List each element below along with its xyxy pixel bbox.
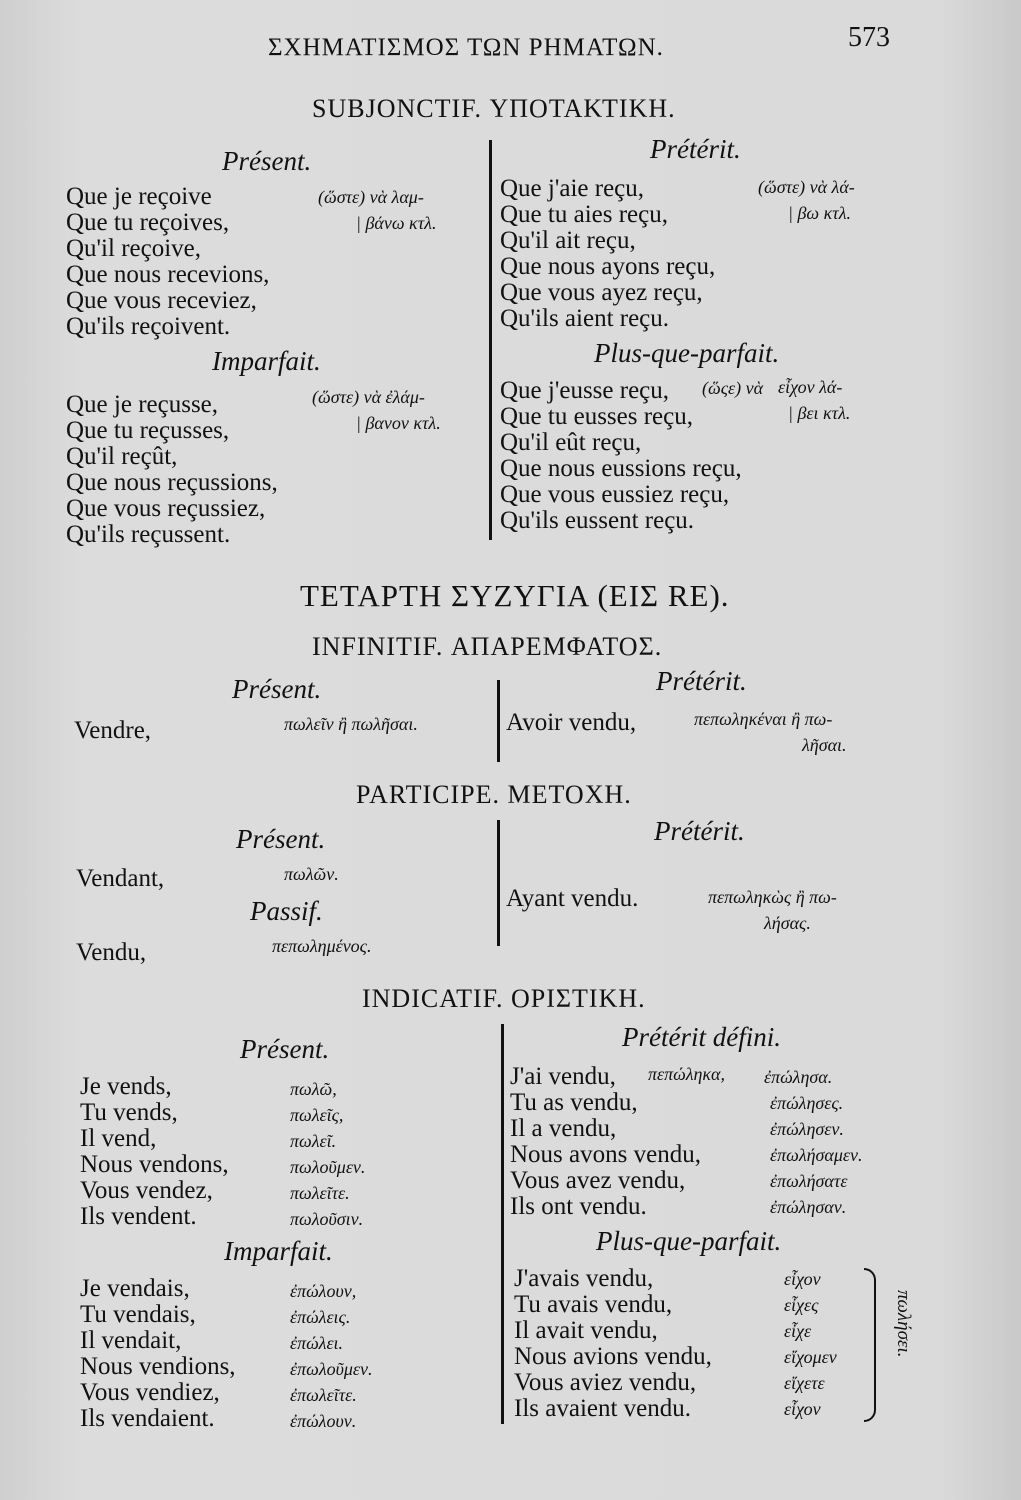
subj-plusqueparfait-lines — [500, 378, 742, 534]
verb-line: Que nous ayons reçu, — [500, 253, 716, 280]
verb-line: Que tu aies reçu, — [500, 201, 668, 228]
column-divider — [489, 140, 492, 540]
verb-line: Qu'il eût reçu, — [500, 429, 642, 456]
greek-line: εἴχομεν — [784, 1347, 837, 1367]
greek-line: πωλοῦσιν. — [290, 1209, 364, 1229]
greek-line: ἐπώλησα. — [764, 1067, 833, 1087]
running-title: ΣΧΗΜΑΤΙΣΜΟΣ ΤΩΝ ΡΗΜΑΤΩΝ. — [268, 34, 664, 61]
brace-side-note: πωλήσει. — [893, 1290, 914, 1358]
greek-line: ἐπωλήσαμεν. — [770, 1145, 863, 1165]
greek-line: | βανον κτλ. — [356, 413, 441, 433]
ind-imparfait-label: Imparfait. — [224, 1236, 333, 1266]
verb-line: Nous avons vendu, — [510, 1141, 701, 1168]
ind-imparfait-fr — [80, 1276, 236, 1432]
greek-line: πεπωληκέναι ἢ πω- — [694, 709, 833, 729]
verb-line: Qu'il ait reçu, — [500, 227, 636, 254]
verb-line: Il avait vendu, — [514, 1317, 658, 1344]
page-number: 573 — [848, 22, 890, 53]
verb-line: Que vous eussiez reçu, — [500, 481, 730, 508]
verb-line: Vous vendez, — [80, 1177, 213, 1204]
greek-line: ἐπωλοῦμεν. — [290, 1359, 373, 1379]
verb-line: Qu'ils aient reçu. — [500, 305, 670, 332]
subj-preterit-lines — [500, 176, 715, 332]
ind-present-label: Présent. — [240, 1034, 330, 1064]
verb-line: Que nous recevions, — [66, 261, 270, 288]
greek-line: εἶχον — [784, 1269, 821, 1289]
verb-line: Ils vendent. — [80, 1203, 197, 1230]
greek-line: εἶχον — [784, 1399, 821, 1419]
conjugation-title: ΤΕΤΑΡΤΗ ΣΥΖΥΓΙΑ (ΕΙΣ RE). — [300, 578, 730, 613]
part-present-gr: πωλῶν. — [284, 864, 339, 884]
inf-preterit-fr: Avoir vendu, — [506, 709, 637, 736]
verb-line: Nous vendons, — [80, 1151, 229, 1178]
inf-preterit-label: Prétérit. — [656, 666, 747, 696]
ind-preterit-defini-fr — [510, 1064, 701, 1220]
greek-line: εἶχον λά- — [778, 377, 843, 397]
verb-line: Que j'aie reçu, — [500, 175, 645, 202]
subj-preterit-label: Prétérit. — [650, 134, 741, 164]
verb-line: Qu'ils reçussent. — [66, 521, 231, 548]
verb-line: J'ai vendu, — [510, 1063, 616, 1090]
ind-plusqueparfait-label: Plus-que-parfait. — [596, 1226, 782, 1256]
verb-line: Je vends, — [80, 1073, 172, 1100]
greek-line: ἐπώλησεν. — [770, 1119, 844, 1139]
greek-line: ἐπωλεῖτε. — [290, 1385, 357, 1405]
greek-line: (ὥστε) νὰ λαμ- — [318, 187, 424, 207]
subj-present-lines — [66, 184, 269, 340]
inf-present-gr: πωλεῖν ἢ πωλῆσαι. — [284, 714, 418, 734]
infinitif-title: INFINITIF. ΑΠΑΡΕΜΦΑΤΟΣ. — [312, 632, 663, 661]
ind-preterit-defini-gr — [764, 1064, 863, 1220]
verb-line: Que tu reçusses, — [66, 417, 230, 444]
subj-present-label: Présent. — [222, 146, 312, 176]
verb-line: Nous vendions, — [80, 1353, 236, 1380]
greek-line: εἶχες — [784, 1295, 819, 1315]
subj-plusqueparfait-greek — [778, 374, 850, 426]
subj-imparfait-label: Imparfait. — [212, 346, 321, 376]
ind-preterit-defini-gr-inline: πεπώληκα, — [648, 1064, 726, 1084]
inf-preterit-gr — [694, 706, 847, 758]
verb-line: Tu vends, — [80, 1099, 178, 1126]
subj-plusqueparfait-greek-inline: (ὥςε) νὰ — [702, 378, 764, 398]
verb-line: Il vend, — [80, 1125, 157, 1152]
verb-line: Qu'il reçoive, — [66, 235, 202, 262]
greek-line: πωλῶ, — [290, 1079, 337, 1099]
inf-present-label: Présent. — [232, 674, 322, 704]
greek-line: ἐπώλησαν. — [770, 1197, 847, 1217]
greek-line: πωλεῖτε. — [290, 1183, 350, 1203]
greek-line: πωλοῦμεν. — [290, 1157, 366, 1177]
column-divider — [497, 820, 500, 946]
ind-plusqueparfait-gr — [784, 1266, 837, 1422]
part-present-label: Présent. — [236, 824, 326, 854]
greek-line: ἐπώλουν, — [290, 1281, 357, 1301]
part-preterit-gr — [708, 884, 837, 936]
verb-line: Tu vendais, — [80, 1301, 196, 1328]
ind-preterit-defini-label: Prétérit défini. — [622, 1022, 781, 1052]
greek-line: εἴχετε — [784, 1373, 825, 1393]
subj-imparfait-lines — [66, 392, 278, 548]
curly-brace — [864, 1268, 876, 1422]
column-divider — [501, 1024, 504, 1424]
greek-line: ἐπώλουν. — [290, 1411, 357, 1431]
ind-imparfait-gr — [290, 1278, 373, 1434]
ind-plusqueparfait-fr — [514, 1266, 712, 1422]
greek-line: ἐπωλήσατε — [770, 1171, 848, 1191]
verb-line: Vous aviez vendu, — [514, 1369, 697, 1396]
verb-line: Que je reçoive — [66, 183, 212, 210]
verb-line: Je vendais, — [80, 1275, 190, 1302]
verb-line: Qu'ils reçoivent. — [66, 313, 231, 340]
greek-line: | βω κτλ. — [788, 203, 851, 223]
greek-line: ἐπώλησες. — [770, 1093, 844, 1113]
greek-line: πωλεῖ. — [290, 1131, 337, 1151]
part-passif-fr: Vendu, — [76, 939, 147, 966]
ind-present-fr — [80, 1074, 229, 1230]
verb-line: Qu'il reçût, — [66, 443, 178, 470]
subjonctif-title: SUBJONCTIF. ΥΠΟΤΑΚΤΙΚΗ. — [312, 94, 676, 123]
verb-line: Ils vendaient. — [80, 1405, 215, 1432]
verb-line: Tu as vendu, — [510, 1089, 638, 1116]
verb-line: Ils ont vendu. — [510, 1193, 647, 1220]
greek-line: λῆσαι. — [802, 735, 847, 755]
verb-line: Que je reçusse, — [66, 391, 219, 418]
part-present-fr: Vendant, — [76, 865, 165, 892]
greek-line: ἐπώλεις. — [290, 1307, 351, 1327]
verb-line: Ils avaient vendu. — [514, 1395, 692, 1422]
verb-line: Que tu reçoives, — [66, 209, 230, 236]
greek-line: λήσας. — [764, 913, 811, 933]
verb-line: Que j'eusse reçu, — [500, 377, 670, 404]
subj-imparfait-greek — [312, 384, 441, 436]
verb-line: Qu'ils eussent reçu. — [500, 507, 695, 534]
subj-present-greek — [318, 184, 436, 236]
greek-line: | βάνω κτλ. — [356, 213, 437, 233]
verb-line: Il a vendu, — [510, 1115, 617, 1142]
verb-line: Que tu eusses reçu, — [500, 403, 693, 430]
verb-line: Que nous eussions reçu, — [500, 455, 742, 482]
greek-line: εἶχε — [784, 1321, 812, 1341]
part-passif-gr: πεπωλημένος. — [272, 936, 372, 956]
verb-line: Il vendait, — [80, 1327, 182, 1354]
greek-line: πωλεῖς, — [290, 1105, 344, 1125]
column-divider — [497, 680, 500, 762]
greek-line: (ὥστε) νὰ ἐλάμ- — [312, 387, 425, 407]
indicatif-title: INDICATIF. ΟΡΙΣΤΙΚΗ. — [362, 984, 646, 1013]
verb-line: Vous vendiez, — [80, 1379, 220, 1406]
verb-line: Que vous ayez reçu, — [500, 279, 703, 306]
greek-line: πεπωληκὼς ἢ πω- — [708, 887, 837, 907]
participe-title: PARTICIPE. ΜΕΤΟΧΗ. — [356, 780, 632, 809]
verb-line: Que vous receviez, — [66, 287, 257, 314]
greek-line: | βει κτλ. — [788, 403, 851, 423]
subj-preterit-greek — [758, 174, 855, 226]
verb-line: Vous avez vendu, — [510, 1167, 686, 1194]
greek-line: ἐπώλει. — [290, 1333, 344, 1353]
part-preterit-fr: Ayant vendu. — [506, 885, 639, 912]
inf-present-fr: Vendre, — [74, 717, 152, 744]
subj-plusqueparfait-label: Plus-que-parfait. — [594, 338, 780, 368]
ind-present-gr — [290, 1076, 365, 1232]
verb-line: Que nous reçussions, — [66, 469, 278, 496]
part-passif-label: Passif. — [250, 896, 323, 926]
verb-line: Tu avais vendu, — [514, 1291, 673, 1318]
verb-line: Que vous reçussiez, — [66, 495, 266, 522]
verb-line: Nous avions vendu, — [514, 1343, 712, 1370]
part-preterit-label: Prétérit. — [654, 816, 745, 846]
verb-line: J'avais vendu, — [514, 1265, 654, 1292]
greek-line: (ὥστε) νὰ λά- — [758, 177, 855, 197]
